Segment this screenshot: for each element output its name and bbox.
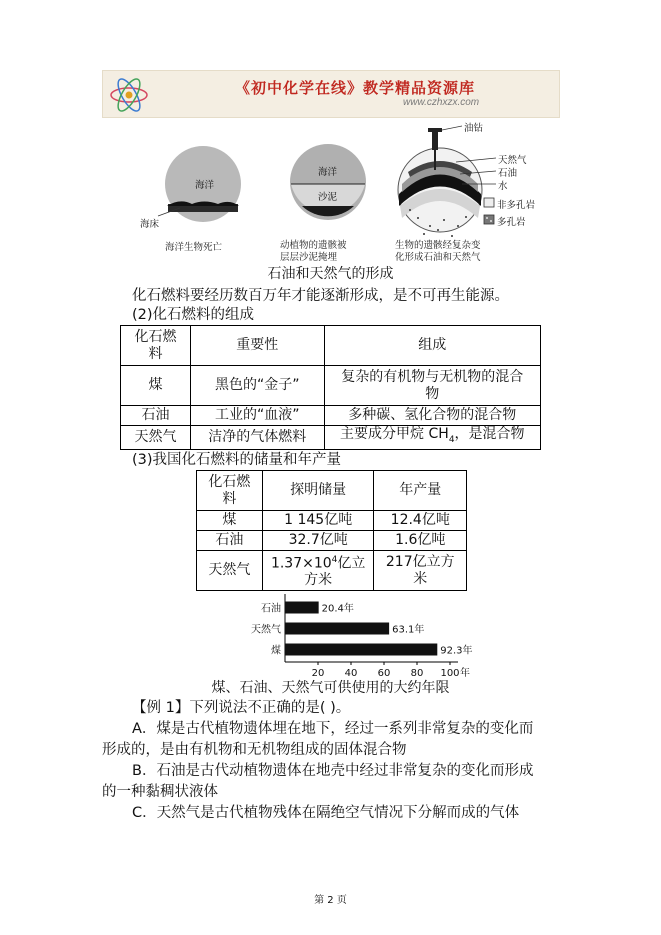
- table-row: [121, 426, 541, 450]
- table-row: [197, 511, 467, 531]
- figure-title: 石油和天然气的形成: [267, 266, 394, 282]
- x-tick-label: 60: [377, 668, 391, 679]
- years-bar-chart: [238, 592, 473, 679]
- table-row: [197, 531, 467, 551]
- example-question: [132, 699, 350, 717]
- panel2-caption-line1: 动植物的遗骸被: [280, 240, 347, 251]
- importance-cell: 洁净的气体燃料: [190, 426, 324, 450]
- gas-label: 天然气: [498, 155, 527, 166]
- reserve-cell: 1 145亿吨: [262, 511, 374, 531]
- fuel-cell: 天然气: [197, 551, 263, 591]
- panel2-caption-line2: 层层沙泥掩埋: [280, 252, 338, 263]
- category-label: 煤: [271, 645, 281, 657]
- fuel-cell: 煤: [121, 366, 191, 406]
- reserve-cell: $1.37\times 10^4$亿立 方米: [262, 551, 374, 591]
- composition-cell: 多种碳、氢化合物的混合物: [324, 406, 540, 426]
- output-cell: 1.6亿吨: [374, 531, 467, 551]
- page-number: 第 2 页: [314, 895, 347, 906]
- header-reserve: 探明储量: [262, 471, 374, 511]
- table-row: [121, 366, 541, 406]
- x-tick-label: 20: [311, 668, 325, 679]
- panel3-caption-line2: 化形成石油和天然气: [395, 252, 481, 263]
- x-tick-label: 80: [410, 668, 424, 679]
- header-output: 年产量: [374, 471, 467, 511]
- fuel-cell: 石油: [197, 531, 263, 551]
- x-tick-label: 40: [344, 668, 358, 679]
- header-banner: [102, 70, 560, 118]
- bar: [285, 623, 389, 635]
- bar-value-label: 63.1年: [392, 624, 425, 636]
- atom-logo-icon: [107, 73, 151, 117]
- header-importance: 重要性: [190, 326, 324, 366]
- section-3-heading: (3)我国化石燃料的储量和年产量: [132, 452, 342, 468]
- table-row: [121, 406, 541, 426]
- option-b-line1: B．石油是古代动植物遗体在地壳中经过非常复杂的变化而形成: [132, 763, 534, 779]
- bar: [285, 644, 437, 656]
- rig-label: 油钻: [464, 123, 484, 134]
- panel3-caption-line1: 生物的遗骸经复杂变: [395, 240, 481, 251]
- intro-paragraph: 化石燃料要经历数百万年才能逐渐形成，是不可再生能源。: [132, 288, 509, 304]
- header-fuel: 化石燃料: [121, 326, 191, 366]
- panel2-sediment-label: 沙泥: [318, 192, 338, 203]
- output-cell: 12.4亿吨: [374, 511, 467, 531]
- bar: [285, 602, 319, 614]
- fuel-cell: 天然气: [121, 426, 191, 450]
- option-c: C．天然气是古代植物残体在隔绝空气情况下分解而成的气体: [132, 805, 520, 821]
- fuel-cell: 煤: [197, 511, 263, 531]
- option-a-line1: A．煤是古代植物遗体埋在地下，经过一系列非常复杂的变化而: [132, 721, 534, 737]
- composition-table: [120, 325, 541, 450]
- chart-title: 煤、石油、天然气可供使用的大约年限: [211, 680, 450, 696]
- formation-figure: [140, 122, 580, 267]
- legend-porous: 多孔岩: [497, 217, 526, 228]
- header-fuel: 化石燃料: [197, 471, 263, 511]
- table-row: [197, 551, 467, 591]
- panel1-ocean-label: 海洋: [195, 180, 215, 191]
- banner-title: 《初中化学在线》教学精品资源库: [235, 79, 476, 97]
- fuel-cell: 石油: [121, 406, 191, 426]
- reserves-table: [196, 470, 467, 591]
- option-a-line2: 形成的，是由有机物和无机物组成的固体混合物: [102, 742, 407, 758]
- importance-cell: 工业的“血液”: [190, 406, 324, 426]
- x-axis-label: 年: [460, 668, 470, 679]
- panel1-caption: 海洋生物死亡: [165, 242, 223, 253]
- panel2-ocean-label: 海洋: [318, 167, 338, 178]
- output-cell: 217亿立方 米: [374, 551, 467, 591]
- composition-cell: 复杂的有机物与无机物的混合 物: [324, 366, 540, 406]
- reserve-cell: 32.7亿吨: [262, 531, 374, 551]
- bar-value-label: 92.3年: [440, 645, 473, 657]
- option-b-line2: 的一种黏稠状液体: [102, 784, 218, 800]
- category-label: 石油: [261, 603, 281, 615]
- water-label: 水: [498, 181, 508, 192]
- legend-nonporous: 非多孔岩: [497, 200, 536, 211]
- importance-cell: 黑色的“金子”: [190, 366, 324, 406]
- panel1-seabed-label: 海床: [140, 219, 160, 230]
- header-composition: 组成: [324, 326, 540, 366]
- composition-cell: 主要成分甲烷 $CH_4$，是混合物: [324, 426, 540, 450]
- category-label: 天然气: [251, 624, 281, 636]
- banner-url: www.czhxzx.com: [403, 97, 480, 108]
- bar-value-label: 20.4年: [321, 603, 354, 615]
- example-question-text: 下列说法不正确的是( )。: [189, 700, 351, 716]
- x-tick-label: 100: [440, 668, 460, 679]
- example-label: 【例 1】: [132, 700, 190, 716]
- section-2-heading: (2)化石燃料的组成: [132, 307, 255, 323]
- oil-label: 石油: [498, 168, 518, 179]
